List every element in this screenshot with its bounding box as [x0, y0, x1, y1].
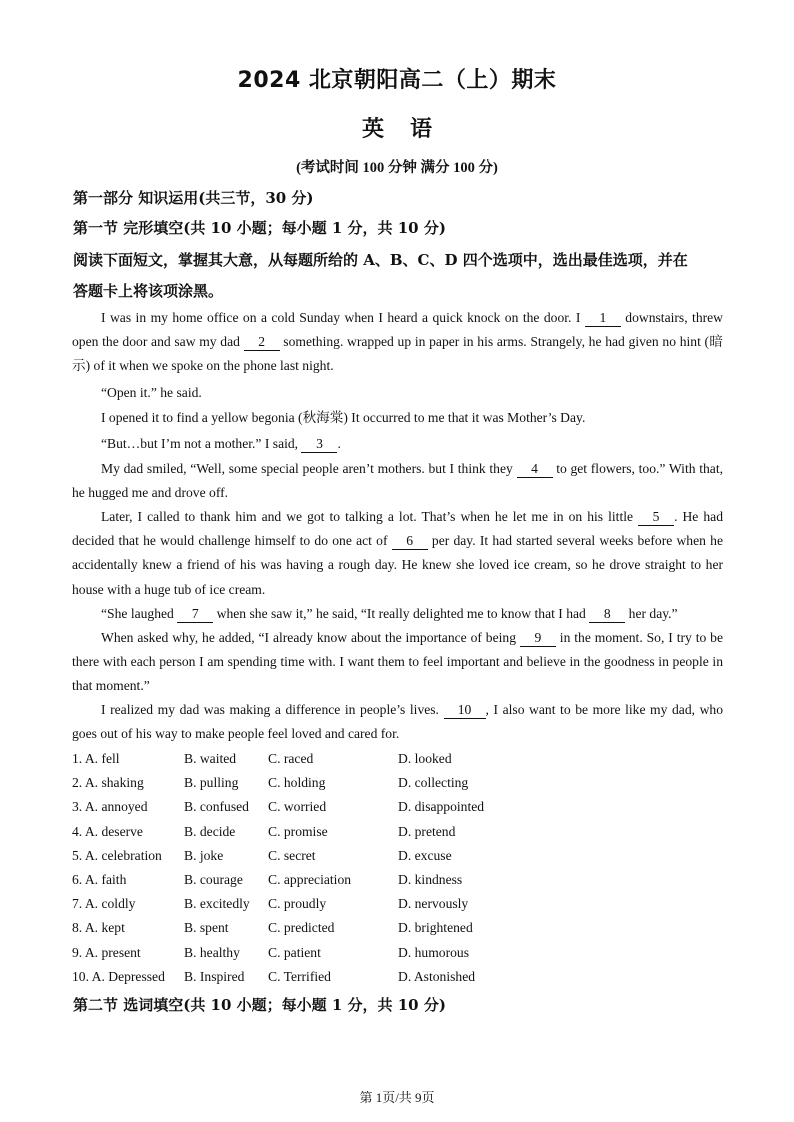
- option-row: [72, 965, 572, 989]
- option-d: D. looked: [398, 751, 452, 766]
- option-a: 1. A. fell: [72, 751, 120, 766]
- option-c: C. Terrified: [268, 968, 331, 984]
- option-c: C. proudly: [268, 896, 327, 912]
- paragraph-text: , I also want to be more like my dad, who goes out of his way to make people feel loved and cared for.: [72, 702, 723, 742]
- option-b: B. spent: [184, 920, 229, 936]
- option-b: B. waited: [184, 751, 237, 766]
- option-a: 2. A. shaking: [72, 775, 144, 791]
- option-d: D. excuse: [398, 847, 452, 863]
- part1-heading: 第一部分 知识运用(共三节，30 分): [73, 189, 314, 207]
- paragraph-text: per day. It had started several weeks before when he accidentally knew a friend of his was having a rough day. He knew she loved ice cream, so he drove straight to her house with a huge tub of ice cream.: [72, 533, 723, 597]
- option-b: B. courage: [184, 871, 243, 887]
- option-row: [72, 771, 572, 795]
- option-c: C. patient: [268, 944, 321, 960]
- paragraph-text: Later, I called to thank him and we got to talking a lot. That’s when he let me in on his little: [101, 509, 639, 524]
- paragraph-text: downstairs, threw open the door and saw my dad: [72, 310, 723, 350]
- option-a: 10. A. Depressed: [72, 968, 165, 984]
- option-d: D. disappointed: [398, 799, 485, 815]
- instructions-line1: 阅读下面短文，掌握其大意，从每题所给的 A、B、C、D 四个选项中，选出最佳选项，并在: [73, 251, 688, 269]
- answer-blank: 10: [444, 702, 486, 719]
- paragraph-text: When asked why, he added, “I already know about the importance of being: [101, 630, 520, 645]
- option-c: C. raced: [268, 751, 314, 766]
- option-row: [72, 941, 572, 965]
- option-b: B. healthy: [184, 944, 240, 960]
- paragraph-text: her day.”: [625, 606, 678, 621]
- answer-blank: 2: [244, 334, 280, 351]
- option-d: D. humorous: [398, 944, 469, 960]
- paragraph-text: to get flowers, too.” With that, he hugged me and drove off.: [72, 461, 724, 501]
- paragraph-text: .: [337, 436, 341, 451]
- option-d: D. brightened: [398, 920, 473, 936]
- section1-heading: 第一节 完形填空(共 10 小题；每小题 1 分，共 10 分): [73, 219, 446, 237]
- option-row: [72, 916, 572, 940]
- option-d: D. collecting: [398, 775, 469, 791]
- passage-paragraph-6: [72, 505, 723, 602]
- passage-paragraph-8: [72, 626, 723, 699]
- section2-heading: 第二节 选词填空(共 10 小题；每小题 1 分，共 10 分): [73, 996, 446, 1014]
- option-row: [72, 747, 572, 771]
- answer-blank: 6: [392, 533, 428, 550]
- option-row: [72, 844, 572, 868]
- option-row: [72, 868, 572, 892]
- option-d: D. pretend: [398, 823, 456, 839]
- option-a: 9. A. present: [72, 944, 141, 960]
- option-c: C. holding: [268, 775, 326, 791]
- paragraph-text: something. wrapped up in paper in his arms. Strangely, he had given no hint (暗示) of it when we spoke on the phone last night.: [72, 334, 723, 374]
- answer-blank: 7: [177, 606, 213, 623]
- answer-blank: 1: [585, 310, 621, 327]
- option-c: C. promise: [268, 823, 328, 839]
- answer-blank: 3: [301, 436, 337, 453]
- paragraph-text: “But…but I’m not a mother.” I said,: [101, 436, 302, 451]
- instructions-line2: 答题卡上将该项涂黑。: [73, 282, 224, 300]
- option-a: 5. A. celebration: [72, 847, 162, 863]
- option-row: [72, 820, 572, 844]
- option-d: D. kindness: [398, 871, 463, 887]
- paragraph-text: My dad smiled, “Well, some special people aren’t mothers. but I think they: [101, 461, 517, 476]
- option-c: C. appreciation: [268, 871, 352, 887]
- option-d: D. nervously: [398, 896, 469, 912]
- passage-paragraph-7: [72, 602, 723, 626]
- page-footer: 第 1页/共 9页: [359, 1090, 435, 1105]
- answer-options-list: [72, 747, 572, 989]
- passage-paragraph-1: [72, 306, 723, 379]
- option-b: B. decide: [184, 823, 236, 839]
- paragraph-text: . He had decided that he would challenge himself to do one act of: [72, 509, 723, 549]
- answer-blank: 8: [589, 606, 625, 623]
- option-b: B. Inspired: [184, 968, 245, 984]
- passage-paragraph-9: [72, 698, 723, 746]
- answer-blank: 9: [520, 630, 556, 647]
- passage-paragraph-2: “Open it.” he said.: [101, 385, 202, 400]
- option-b: B. joke: [184, 847, 224, 863]
- subject-title: 英语: [361, 117, 458, 142]
- option-c: C. predicted: [268, 920, 335, 936]
- paragraph-text: I realized my dad was making a difference in people’s lives.: [101, 702, 444, 717]
- passage-paragraph-4: [72, 432, 723, 456]
- paragraph-text: I was in my home office on a cold Sunday when I heard a quick knock on the door. I: [101, 310, 585, 325]
- option-a: 3. A. annoyed: [72, 799, 148, 815]
- option-b: B. pulling: [184, 775, 239, 791]
- option-c: C. secret: [268, 847, 316, 863]
- option-row: [72, 795, 572, 819]
- answer-blank: 5: [638, 509, 674, 526]
- option-d: D. Astonished: [398, 968, 476, 984]
- passage-paragraph-5: [72, 457, 723, 505]
- option-a: 6. A. faith: [72, 871, 127, 887]
- option-a: 4. A. deserve: [72, 823, 143, 839]
- option-c: C. worried: [268, 799, 327, 815]
- paragraph-text: when she saw it,” he said, “It really delighted me to know that I had: [213, 606, 590, 621]
- option-row: [72, 892, 572, 916]
- paragraph-text: “She laughed: [101, 606, 178, 621]
- paragraph-text: in the moment. So, I try to be there with each person I am spending time with. I want them to feel important and believe in the goodness in people in that moment.”: [72, 630, 723, 694]
- exam-info: (考试时间 100 分钟 满分 100 分): [296, 160, 498, 176]
- option-b: B. excitedly: [184, 896, 250, 912]
- answer-blank: 4: [517, 461, 553, 478]
- exam-title: 2024 北京朝阳高二（上）期末: [237, 68, 557, 93]
- option-a: 7. A. coldly: [72, 896, 136, 912]
- passage-paragraph-3: I opened it to find a yellow begonia (秋海棠) It occurred to me that it was Mother’s Day.: [101, 410, 586, 425]
- option-a: 8. A. kept: [72, 920, 125, 936]
- option-b: B. confused: [184, 799, 249, 815]
